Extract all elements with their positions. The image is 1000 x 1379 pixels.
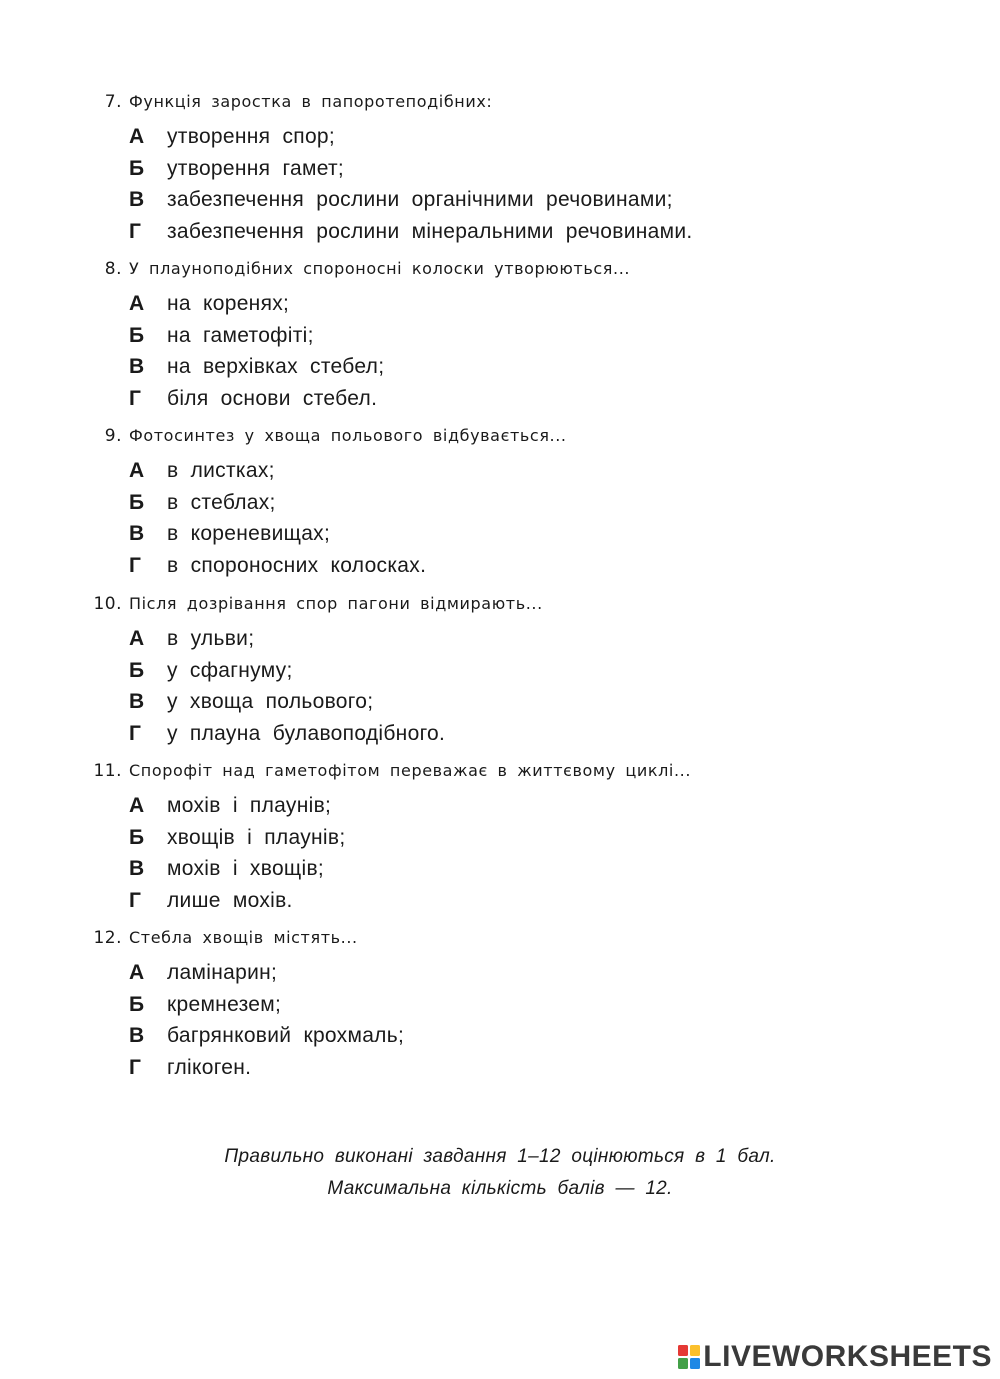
question-header xyxy=(0,259,1000,289)
liveworksheets-brand xyxy=(677,1340,992,1374)
question-number: 12. xyxy=(93,928,122,948)
max-score-note: Максимальна кількість балів — 12. xyxy=(327,1178,673,1199)
answer-option[interactable] xyxy=(0,1056,1000,1088)
option-letter: Г xyxy=(129,386,141,410)
answer-option[interactable] xyxy=(0,554,1000,586)
question-number: 8. xyxy=(104,259,122,279)
option-text: забезпечення рослини органічними речовинами; xyxy=(167,188,673,211)
answer-option[interactable] xyxy=(0,794,1000,826)
question-header xyxy=(0,92,1000,122)
option-text: в листках; xyxy=(167,459,275,482)
option-text: у хвоща польового; xyxy=(167,690,374,713)
question-12 xyxy=(0,928,1000,1087)
option-text: в стеблах; xyxy=(167,490,276,514)
answer-option[interactable] xyxy=(0,961,1000,993)
question-7 xyxy=(0,92,1000,251)
answer-option[interactable] xyxy=(0,324,1000,356)
brand-text: LIVEWORKSHEETS xyxy=(703,1340,992,1373)
option-letter: А xyxy=(129,961,145,984)
option-text: мохів і хвощів; xyxy=(167,857,325,880)
option-letter: В xyxy=(129,355,145,378)
answer-options xyxy=(0,961,1000,1087)
answer-option[interactable] xyxy=(0,889,1000,921)
option-text: мохів і плаунів; xyxy=(167,794,332,817)
answer-option[interactable] xyxy=(0,188,1000,220)
option-letter: В xyxy=(129,1024,145,1047)
option-letter: Б xyxy=(129,825,145,849)
question-text: Функція заростка в папоротеподібних: xyxy=(129,92,493,111)
answer-option[interactable] xyxy=(0,993,1000,1025)
scoring-note: Правильно виконані завдання 1–12 оцінюються в 1 бал. xyxy=(224,1146,776,1167)
option-text: біля основи стебел. xyxy=(167,386,378,410)
option-letter: В xyxy=(129,522,145,545)
option-text: ламінарин; xyxy=(167,961,278,984)
question-header xyxy=(0,761,1000,791)
question-text: У плауноподібних спороносні колоски утворюються... xyxy=(129,259,631,278)
option-letter: А xyxy=(129,292,145,315)
option-text: багрянковий крохмаль; xyxy=(167,1024,405,1047)
answer-options xyxy=(0,627,1000,753)
option-letter: А xyxy=(129,627,145,650)
liveworksheets-logo-icon xyxy=(677,1343,701,1371)
option-text: у сфагнуму; xyxy=(167,658,293,682)
option-letter: Г xyxy=(129,219,141,243)
question-text: Стебла хвощів містять... xyxy=(129,928,358,947)
answer-option[interactable] xyxy=(0,690,1000,722)
option-letter: Г xyxy=(129,721,141,745)
option-text: на коренях; xyxy=(167,292,290,315)
option-letter: Б xyxy=(129,323,145,347)
option-text: забезпечення рослини мінеральними речовинами. xyxy=(167,219,693,243)
answer-option[interactable] xyxy=(0,522,1000,554)
answer-option[interactable] xyxy=(0,857,1000,889)
question-8 xyxy=(0,259,1000,418)
answer-option[interactable] xyxy=(0,826,1000,858)
answer-option[interactable] xyxy=(0,491,1000,523)
question-header xyxy=(0,594,1000,624)
answer-option[interactable] xyxy=(0,1024,1000,1056)
option-text: на верхівках стебел; xyxy=(167,355,385,378)
question-9 xyxy=(0,426,1000,585)
question-number: 9. xyxy=(104,426,122,446)
answer-options xyxy=(0,292,1000,418)
option-text: в ульви; xyxy=(167,627,255,650)
option-text: кремнезем; xyxy=(167,992,282,1016)
question-header xyxy=(0,426,1000,456)
question-number: 11. xyxy=(93,761,122,781)
option-letter: А xyxy=(129,459,145,482)
option-letter: Б xyxy=(129,156,145,180)
answer-option[interactable] xyxy=(0,125,1000,157)
option-letter: А xyxy=(129,794,145,817)
answer-option[interactable] xyxy=(0,627,1000,659)
question-10 xyxy=(0,594,1000,753)
option-letter: Б xyxy=(129,992,145,1016)
option-letter: Б xyxy=(129,490,145,514)
answer-options xyxy=(0,125,1000,251)
option-letter: Г xyxy=(129,553,141,577)
option-text: у плауна булавоподібного. xyxy=(167,721,446,745)
option-letter: В xyxy=(129,188,145,211)
option-text: утворення спор; xyxy=(167,125,336,148)
option-text: в кореневищах; xyxy=(167,522,331,545)
answer-option[interactable] xyxy=(0,659,1000,691)
question-text: Спорофіт над гаметофітом переважає в життєвому циклі... xyxy=(129,761,692,780)
answer-option[interactable] xyxy=(0,459,1000,491)
answer-option[interactable] xyxy=(0,355,1000,387)
option-text: глікоген. xyxy=(167,1055,252,1079)
answer-option[interactable] xyxy=(0,292,1000,324)
option-letter: В xyxy=(129,690,145,713)
option-letter: А xyxy=(129,125,145,148)
answer-options xyxy=(0,794,1000,920)
option-text: лише мохів. xyxy=(167,888,293,912)
answer-option[interactable] xyxy=(0,157,1000,189)
option-letter: Б xyxy=(129,658,145,682)
question-text: Після дозрівання спор пагони відмирають... xyxy=(129,594,543,613)
option-text: в спороносних колосках. xyxy=(167,553,427,577)
answer-option[interactable] xyxy=(0,220,1000,252)
answer-options xyxy=(0,459,1000,585)
question-number: 10. xyxy=(93,594,122,614)
option-text: хвощів і плаунів; xyxy=(167,825,346,849)
question-header xyxy=(0,928,1000,958)
option-letter: Г xyxy=(129,888,141,912)
answer-option[interactable] xyxy=(0,722,1000,754)
question-number: 7. xyxy=(104,92,122,112)
option-text: утворення гамет; xyxy=(167,156,345,180)
option-letter: В xyxy=(129,857,145,880)
question-text: Фотосинтез у хвоща польового відбувається... xyxy=(129,426,567,445)
option-text: на гаметофіті; xyxy=(167,323,314,347)
answer-option[interactable] xyxy=(0,387,1000,419)
question-11 xyxy=(0,761,1000,920)
option-letter: Г xyxy=(129,1055,141,1079)
